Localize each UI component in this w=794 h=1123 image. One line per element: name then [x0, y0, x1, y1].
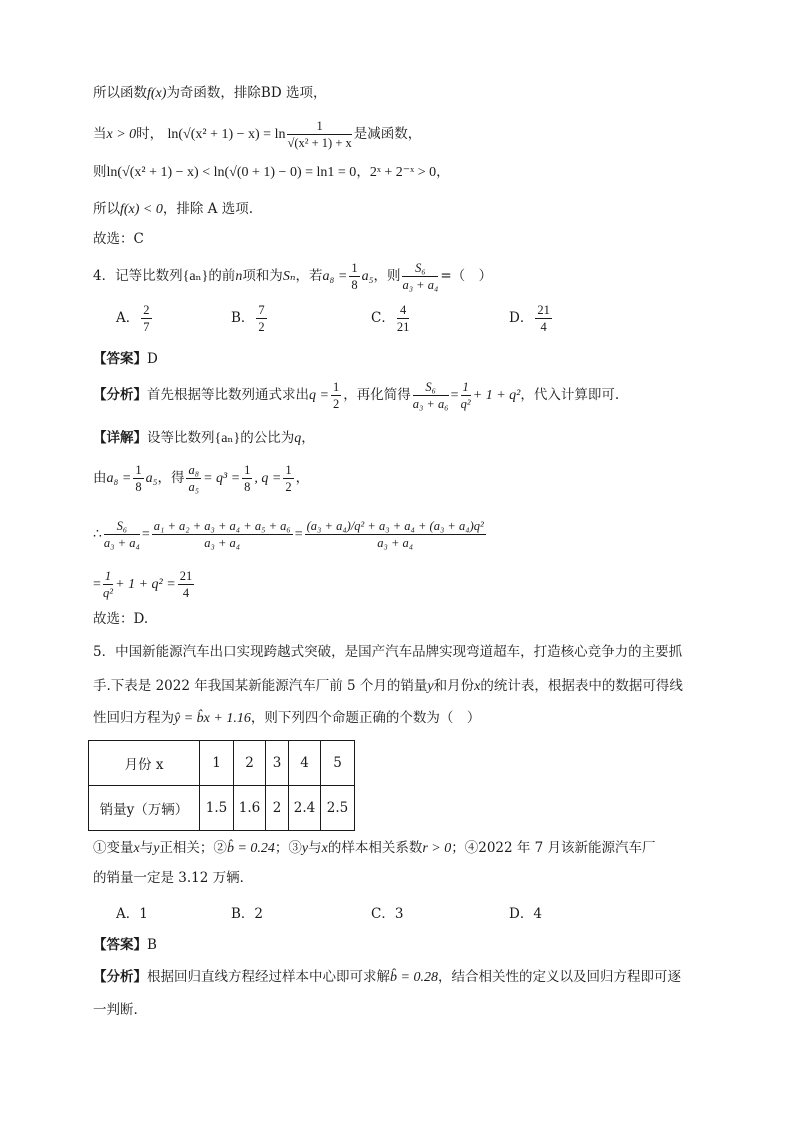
analysis-q5-line-2: 一判断.	[93, 1002, 138, 1018]
table-cell: 3	[266, 741, 289, 786]
fraction: $\frac{\text{a₈}}{\text{a₅}}$	[188, 463, 200, 494]
detail-step-1: 由a₈ = $\frac{1}{8}$ a₅，得 $\frac{\text{a₈}}{\text{a₅}}$ = q³ = $\frac{1}{8}$ , q = $\frac{1}{2}$ ，	[93, 463, 310, 494]
table-header-cell: 销量y（万辆）	[89, 786, 200, 831]
option-d[interactable]: D． $\frac{21}{4}$	[509, 303, 550, 334]
table-cell: 2	[234, 741, 266, 786]
fraction: $\frac{\text{(a₃ + a₄)/q² + a₃ + a₄ + (a₃ + a₄)q²}}{\text{a₃ + a₄}}$	[306, 519, 484, 550]
fraction: $\frac{1}{8}$	[351, 261, 358, 292]
propositions-line-2: 的销量一定是 3.12 万辆．	[93, 870, 254, 886]
fraction: $\frac{\text{S₆}}{\text{a₃ + a₄}}$	[103, 519, 140, 550]
fraction: $\frac{1}{\text{√(x² + 1) + x}}$	[287, 119, 352, 150]
fraction: $\frac{\text{S₆}}{\text{a₃ + a₄}}$	[402, 261, 439, 292]
fraction: $\frac{1}{8}$	[244, 463, 251, 494]
propositions-line-1: ①变量x与y正相关；②b̂ = 0.24；③y与x的样本相关系数r > 0；④2022 年 7 月该新能源汽车厂	[93, 840, 656, 856]
table-cell: 4	[289, 741, 321, 786]
fraction: $\frac{1}{2}$	[332, 380, 340, 411]
question-5-line-2: 手.下表是 2022 年我国某新能源汽车厂前 5 个月的销量y和月份x的统计表，根据表中的数据可得线	[93, 678, 683, 694]
detail-step-3: = $\frac{1}{\text{q²}}$ + 1 + q² = $\frac{21}{4}$	[93, 569, 193, 600]
answer-q4: 【答案】D	[93, 351, 158, 367]
fraction: $\frac{7}{2}$	[258, 303, 265, 334]
analysis-q5-line-1: 【分析】根据回归直线方程经过样本中心即可求解b̂ = 0.28，结合相关性的定义以及回归方程即可逐	[93, 969, 681, 985]
fraction: $\frac{21}{4}$	[179, 569, 193, 600]
solution-line-conclusion: 所以f(x) < 0，排除 A 选项.	[93, 201, 253, 217]
solution-line-decreasing: 当x > 0时， ln(√(x² + 1) − x) = ln $\frac{1}{\text{√(x² + 1) + x}}$ 是减函数，	[93, 119, 422, 150]
question-5-line-3: 性回归方程为ŷ = b̂x + 1.16，则下列四个命题正确的个数为（ ）	[93, 710, 481, 726]
fraction: $\frac{1}{8}$	[135, 463, 142, 494]
detail-step-2: ∴ $\frac{\text{S₆}}{\text{a₃ + a₄}}$ = $\frac{\text{a₁ + a₂ + a₃ + a₄ + a₅ + a₆}}{\text{a₃ + a₄}}$ = $\frac{\text{(a₃ + a₄)/q² + a₃ + a₄ + (a₃ + a₄)q²}}{\text{a₃ + a₄}}$	[93, 519, 484, 550]
table-cell: 2	[266, 786, 289, 831]
fraction: $\frac{2}{7}$	[143, 303, 150, 334]
option-a[interactable]: A． $\frac{2}{7}$	[116, 303, 150, 334]
fraction: $\frac{21}{4}$	[537, 303, 550, 334]
option-a[interactable]: A．1	[116, 906, 148, 922]
option-b[interactable]: B．2	[231, 906, 264, 922]
final-answer-q3: 故选：C	[93, 231, 144, 247]
detail-q4: 【详解】设等比数列{aₙ}的公比为q，	[93, 430, 315, 446]
table-cell: 2.5	[321, 786, 355, 831]
option-b[interactable]: B． $\frac{7}{2}$	[231, 303, 265, 334]
table-cell: 5	[321, 741, 355, 786]
table-header-cell: 月份 x	[89, 741, 200, 786]
question-5-line-1: 5．中国新能源汽车出口实现跨越式突破，是国产汽车品牌实现弯道超车，打造核心竞争力的主要抓	[93, 644, 683, 660]
solution-line-odd-function: 所以函数f(x)为奇函数，排除BD 选项，	[93, 85, 327, 101]
analysis-q4: 【分析】首先根据等比数列通式求出q = $\frac{1}{2}$ ，再化简得 $\frac{\text{S₆}}{\text{a₃ + a₆}}$ = $\frac{1}{\text{q²}}$ + 1 + q²，代入计算即可.	[93, 380, 620, 411]
fraction: $\frac{\text{S₆}}{\text{a₃ + a₆}}$	[412, 380, 449, 411]
table-cell: 1	[200, 741, 234, 786]
fraction: $\frac{\text{a₁ + a₂ + a₃ + a₄ + a₅ + a₆}}{\text{a₃ + a₄}}$	[153, 519, 291, 550]
option-c[interactable]: C． $\frac{4}{21}$	[371, 303, 410, 334]
table-cell: 1.6	[234, 786, 266, 831]
option-c[interactable]: C．3	[371, 906, 404, 922]
table-cell: 2.4	[289, 786, 321, 831]
final-answer-q4: 故选：D.	[93, 611, 149, 627]
option-d[interactable]: D．4	[509, 906, 542, 922]
table-row-month	[89, 741, 355, 786]
table-cell: 1.5	[200, 786, 234, 831]
question-4-stem: 4．记等比数列{aₙ}的前n项和为Sₙ，若a₈ = $\frac{1}{8}$ a₅，则 $\frac{\text{S₆}}{\text{a₃ + a₄}}$ =（ ）	[93, 261, 493, 292]
statistics-table	[88, 740, 355, 831]
fraction: $\frac{1}{\text{q²}}$	[460, 380, 471, 411]
table-row-sales	[89, 786, 355, 831]
answer-q5: 【答案】B	[93, 937, 157, 953]
solution-line-inequality: 则ln(√(x² + 1) − x) < ln(√(0 + 1) − 0) = ln1 = 0，2ˣ + 2⁻ˣ > 0，	[93, 164, 450, 180]
fraction: $\frac{1}{\text{q²}}$	[103, 569, 114, 600]
fraction: $\frac{1}{2}$	[285, 463, 292, 494]
fraction: $\frac{4}{21}$	[396, 303, 410, 334]
